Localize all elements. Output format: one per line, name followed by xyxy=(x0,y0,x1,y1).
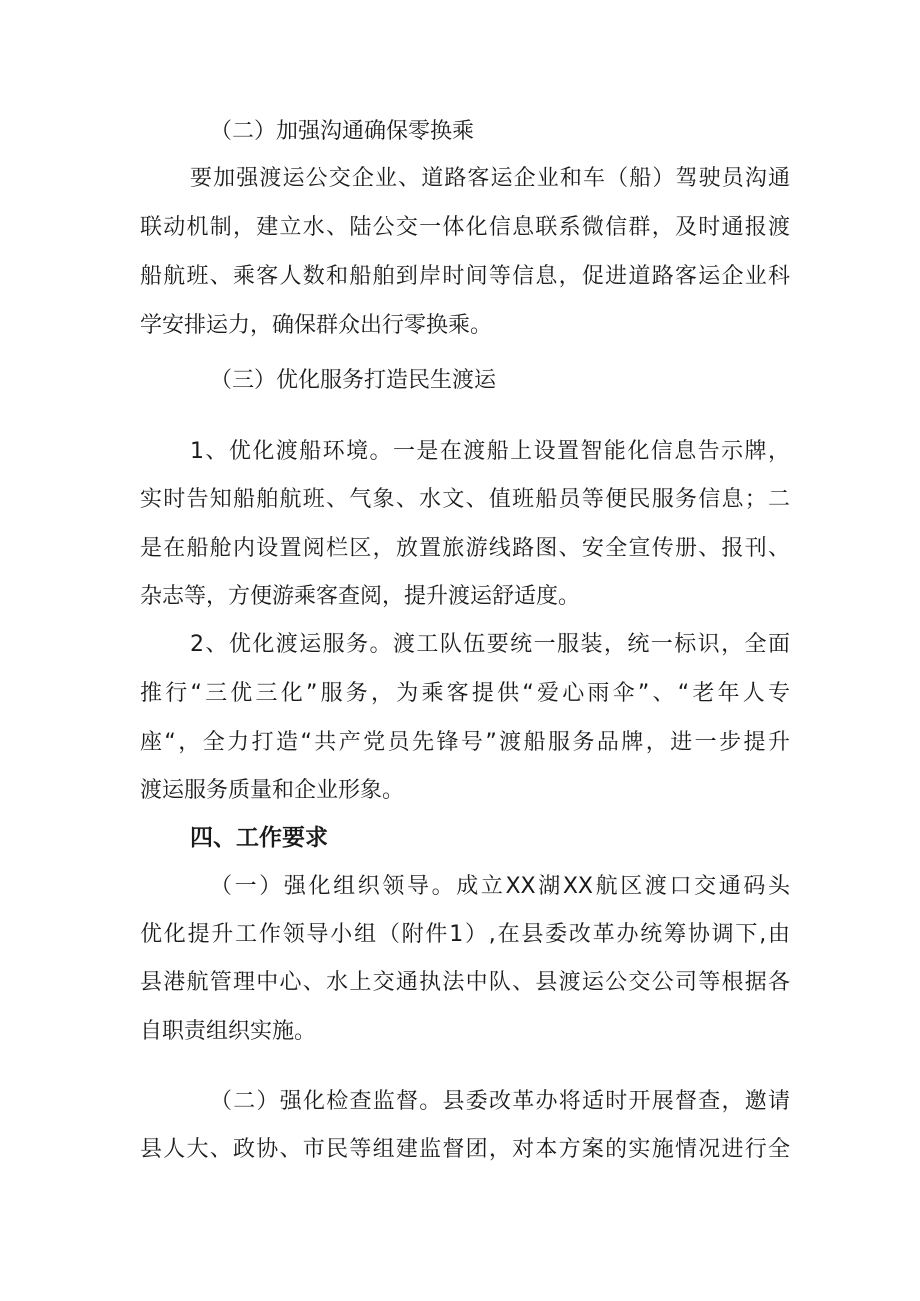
paragraph-line: 要加强渡运公交企业、道路客运企业和车（船）驾驶员沟通 xyxy=(190,166,790,191)
paragraph-line: 渡运服务质量和企业形象。 xyxy=(140,778,405,803)
paragraph-line: 县港航管理中心、水上交通执法中队、县渡运公交公司等根据各 xyxy=(140,970,790,995)
paragraph-line: （一）强化组织领导。成立XX湖XX航区渡口交通码头 xyxy=(210,874,790,899)
paragraph-line: 学安排运力，确保群众出行零换乘。 xyxy=(140,313,493,338)
paragraph-line: 船航班、乘客人数和船舶到岸时间等信息，促进道路客运企业科 xyxy=(140,264,790,289)
section-heading-service: （三）优化服务打造民生渡运 xyxy=(210,368,497,393)
paragraph-line: 实时告知船舶航班、气象、水文、值班船员等便民服务信息；二 xyxy=(140,487,790,512)
paragraph-line: 优化提升工作领导小组（附件1）,在县委改革办统筹协调下,由 xyxy=(140,922,790,947)
paragraph-line: 自职责组织实施。 xyxy=(140,1019,317,1044)
paragraph-line: 杂志等，方便游乘客查阅，提升渡运舒适度。 xyxy=(140,584,581,609)
paragraph-line: （二）强化检查监督。县委改革办将适时开展督查，邀请 xyxy=(210,1089,790,1114)
paragraph-line: 2、优化渡运服务。渡工队伍要统一服装，统一标识，全面 xyxy=(190,632,790,657)
paragraph-line: 推行“三优三化”服务，为乘客提供“爱心雨伞”、“老年人专 xyxy=(140,681,790,706)
paragraph-line: 联动机制，建立水、陆公交一体化信息联系微信群，及时通报渡 xyxy=(140,215,790,240)
paragraph-line: 是在船舱内设置阅栏区，放置旅游线路图、安全宣传册、报刊、 xyxy=(140,536,790,561)
section-heading-communication: （二）加强沟通确保零换乘 xyxy=(210,119,475,144)
section-heading-work-requirements: 四、工作要求 xyxy=(190,825,328,851)
paragraph-line: 县人大、政协、市民等组建监督团，对本方案的实施情况进行全 xyxy=(140,1137,790,1162)
paragraph-line: 座“，全力打造“共产党员先锋号”渡船服务品牌，进一步提升 xyxy=(140,730,790,755)
paragraph-line: 1、优化渡船环境。一是在渡船上设置智能化信息告示牌， xyxy=(190,439,790,464)
